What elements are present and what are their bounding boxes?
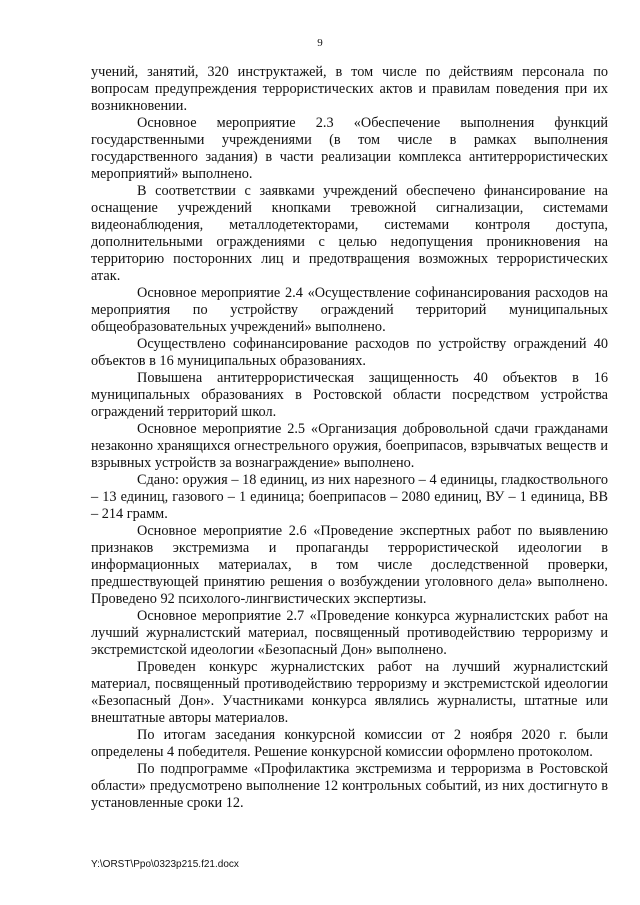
footer-file-path: Y:\ORST\Ppo\0323p215.f21.docx (91, 859, 239, 870)
paragraph-contest: Проведен конкурс журналистских работ на лучший журналистский материал, посвященный противодействию терроризму и экстремистской идеологии «Безопасный Дон». Участниками конкурса являлись журналисты, штатные или внештатные авторы материалов. (91, 659, 608, 726)
paragraph-continuation: учений, занятий, 320 инструктажей, в том числе по действиям персонала по вопросам предупреждения террористических актов и правилам поведения при их возникновении. (91, 64, 608, 114)
paragraph-winners: По итогам заседания конкурсной комиссии от 2 ноября 2020 г. были определены 4 победителя. Решение конкурсной комиссии оформлено протоколом. (91, 727, 608, 760)
paragraph-financing: В соответствии с заявками учреждений обеспечено финансирование на оснащение учреждений кнопками тревожной сигнализации, системами видеонаблюдения, металлодетекторами, системами контроля доступа, дополнительными ограждениями с целью недопущения проникновения на территорию посторонних лиц и предотвращения возможных террористических атак. (91, 183, 608, 284)
paragraph-surrendered: Сдано: оружия – 18 единиц, из них нарезного – 4 единицы, гладкоствольного – 13 единиц, газового – 1 единица; боеприпасов – 2080 единиц, ВУ – 1 единица, ВВ – 214 грамм. (91, 472, 608, 522)
paragraph-measure-2-4: Основное мероприятие 2.4 «Осуществление софинансирования расходов на мероприятия по устройству ограждений территорий муниципальных общеобразовательных учреждений» выполнено. (91, 285, 608, 335)
paragraph-subprogram: По подпрограмме «Профилактика экстремизма и терроризма в Ростовской области» предусмотрено выполнение 12 контрольных событий, из них достигнуто в установленные сроки 12. (91, 761, 608, 811)
paragraph-measure-2-7: Основное мероприятие 2.7 «Проведение конкурса журналистских работ на лучший журналистский материал, посвященный противодействию терроризму и экстремистской идеологии «Безопасный Дон» выполнено. (91, 608, 608, 658)
document-body (91, 64, 608, 812)
paragraph-protection: Повышена антитеррористическая защищенность 40 объектов в 16 муниципальных образованиях в Ростовской области посредством устройства ограждений территорий школ. (91, 370, 608, 420)
paragraph-measure-2-3: Основное мероприятие 2.3 «Обеспечение выполнения функций государственными учреждениями (в том числе в рамках выполнения государственного задания) в части реализации комплекса антитеррористических мероприятий» выполнено. (91, 115, 608, 182)
paragraph-measure-2-6: Основное мероприятие 2.6 «Проведение экспертных работ по выявлению признаков экстремизма и пропаганды террористической идеологии в информационных материалах, в том числе доследственной проверки, предшествующей принятию решения о возбуждении уголовного дела» выполнено. Проведено 92 психолого-лингвистических экспертизы. (91, 523, 608, 607)
page-number: 9 (317, 37, 323, 49)
paragraph-measure-2-5: Основное мероприятие 2.5 «Организация добровольной сдачи гражданами незаконно хранящихся огнестрельного оружия, боеприпасов, взрывчатых веществ и взрывных устройств за вознаграждение» выполнено. (91, 421, 608, 471)
paragraph-cofinancing: Осуществлено софинансирование расходов по устройству ограждений 40 объектов в 16 муниципальных образованиях. (91, 336, 608, 369)
